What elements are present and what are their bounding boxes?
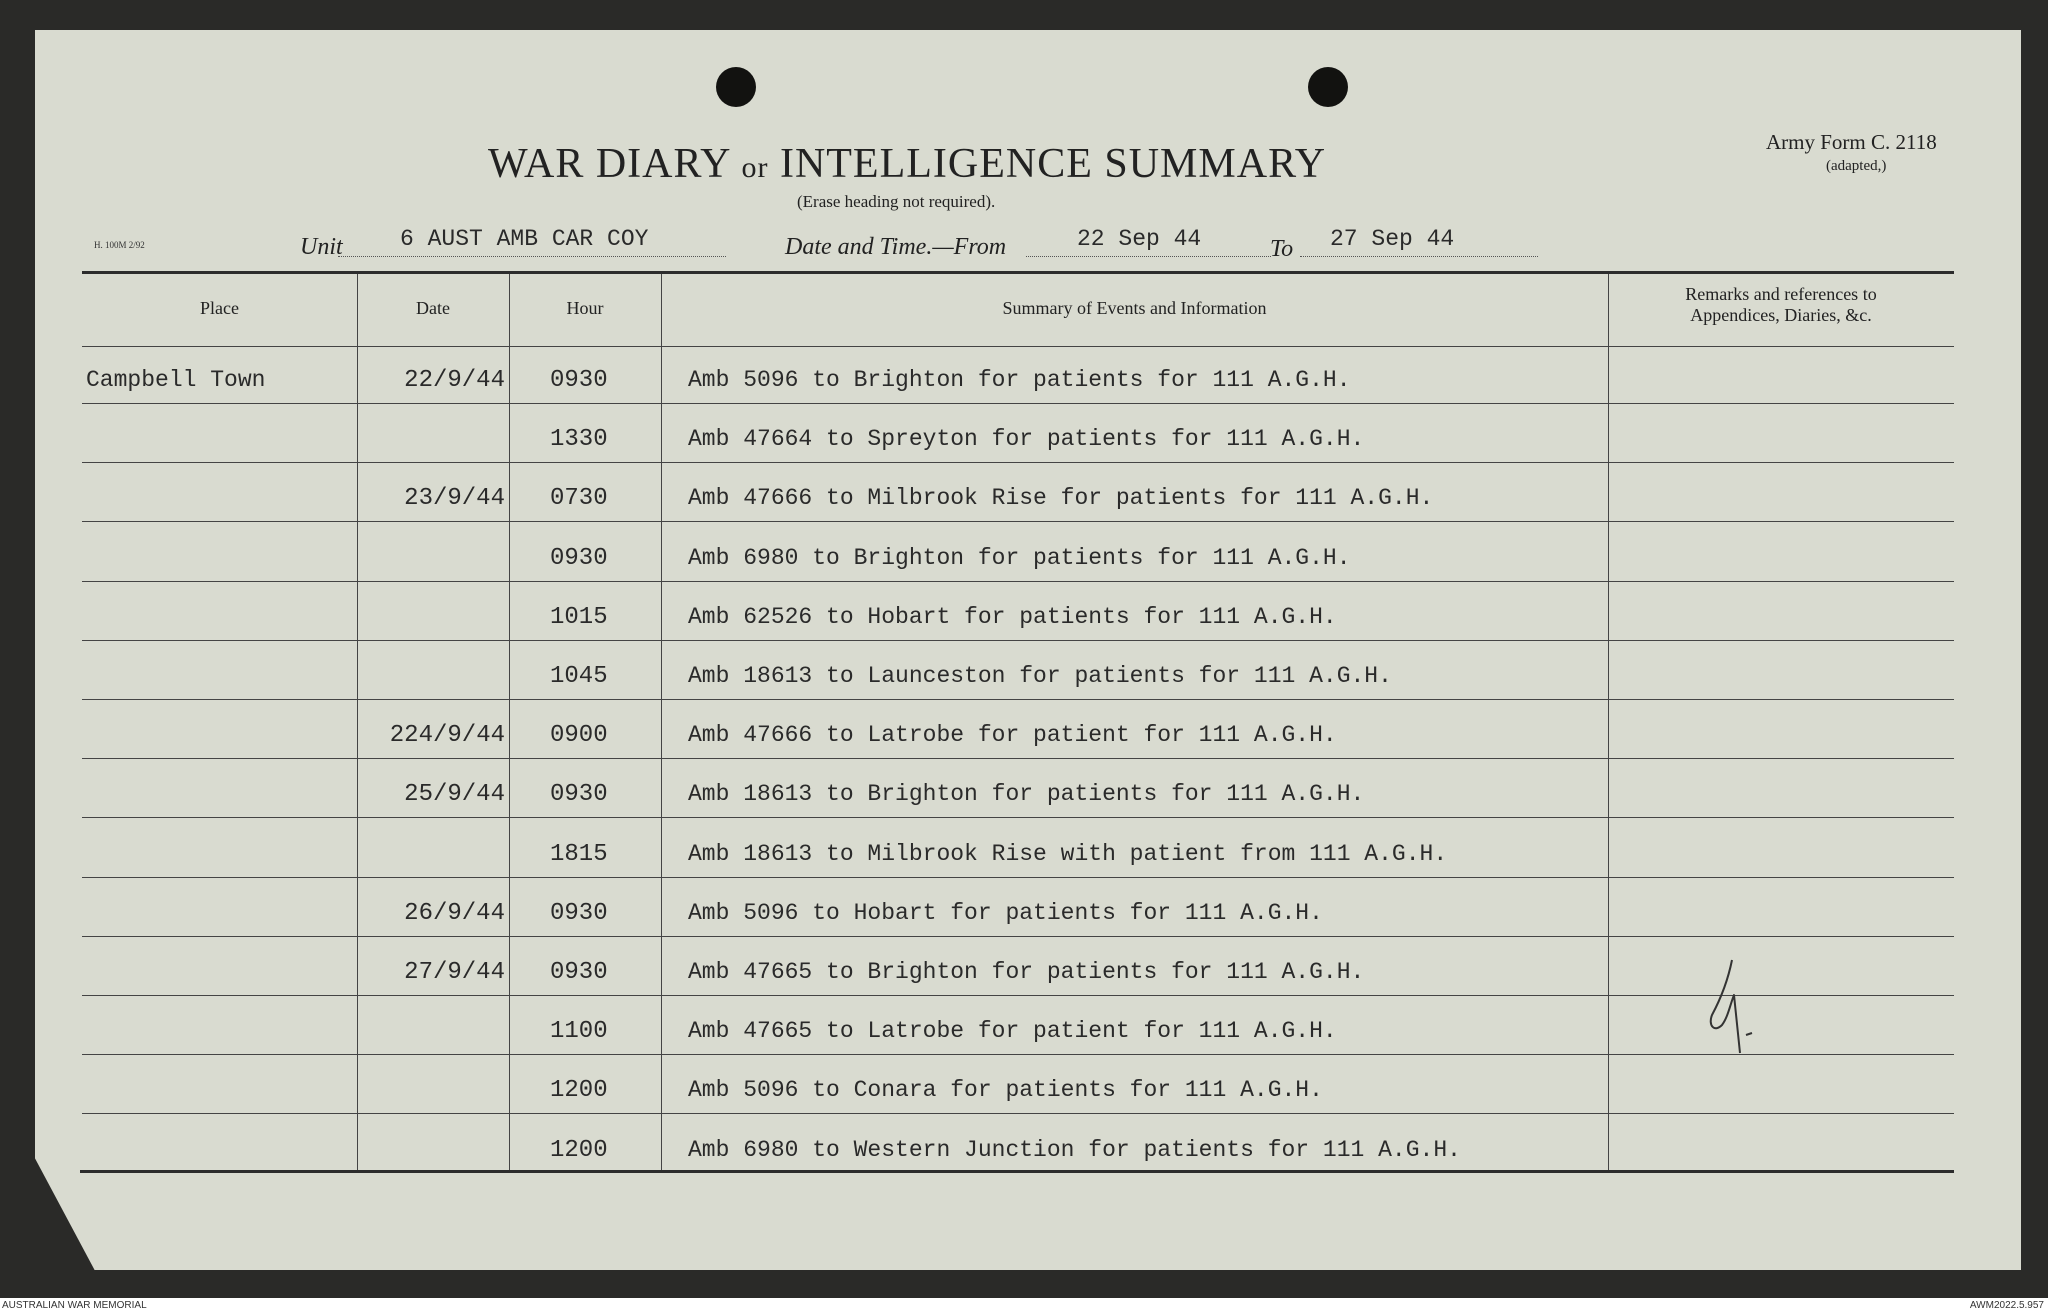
table-cell-hour: 0930 (550, 367, 608, 394)
table-cell-summary: Amb 47666 to Latrobe for patient for 111 A.G.H. (688, 722, 1337, 748)
table-bottom-rule (80, 1170, 1954, 1173)
column-divider-hour (661, 274, 662, 1170)
page-title (488, 140, 1358, 188)
remarks-header-line1: Remarks and references to (1685, 284, 1877, 304)
date-time-label: Date and Time.—From (785, 234, 1007, 260)
archive-credit: AUSTRALIAN WAR MEMORIAL (2, 1300, 147, 1311)
remarks-header-line2: Appendices, Diaries, &c. (1690, 305, 1872, 325)
row-rule (82, 1054, 1954, 1055)
unit-label: Unit (300, 234, 343, 260)
table-cell-date: 23/9/44 (404, 485, 505, 512)
table-cell-hour: 1045 (550, 663, 608, 690)
column-divider-place (357, 274, 358, 1170)
table-cell-hour: 1330 (550, 426, 608, 453)
table-cell-summary: Amb 47664 to Spreyton for patients for 111 A.G.H. (688, 426, 1365, 452)
table-top-rule (82, 271, 1954, 274)
row-rule (82, 462, 1954, 463)
title-war-diary: WAR DIARY (488, 141, 730, 187)
archive-reference: AWM2022.5.957 (1969, 1300, 2044, 1311)
page-subtitle: (Erase heading not required). (797, 192, 996, 211)
table-cell-date: 224/9/44 (389, 722, 505, 749)
table-cell-hour: 1015 (550, 604, 608, 631)
unit-value: 6 AUST AMB CAR COY (400, 226, 649, 252)
row-rule (82, 403, 1954, 404)
title-or: or (741, 151, 769, 184)
table-cell-hour: 0730 (550, 485, 608, 512)
table-cell-date: 26/9/44 (404, 900, 505, 927)
table-cell-summary: Amb 47665 to Brighton for patients for 111 A.G.H. (688, 959, 1365, 985)
table-cell-date: 25/9/44 (404, 781, 505, 808)
row-rule (82, 640, 1954, 641)
table-cell-summary: Amb 5096 to Conara for patients for 111 A.G.H. (688, 1077, 1323, 1103)
column-divider-summary (1608, 274, 1609, 1170)
table-cell-hour: 0930 (550, 545, 608, 572)
form-adapted-note: (adapted,) (1826, 158, 1887, 174)
table-cell-summary: Amb 18613 to Brighton for patients for 111 A.G.H. (688, 781, 1365, 807)
table-cell-summary: Amb 62526 to Hobart for patients for 111 A.G.H. (688, 604, 1337, 630)
row-rule (82, 699, 1954, 700)
table-cell-hour: 1815 (550, 841, 608, 868)
column-header-date: Date (416, 298, 450, 318)
table-cell-hour: 1100 (550, 1018, 608, 1045)
table-cell-summary: Amb 5096 to Hobart for patients for 111 A.G.H. (688, 900, 1323, 926)
punch-hole-left (716, 67, 756, 107)
form-number: Army Form C. 2118 (1766, 130, 1937, 154)
unit-dotted-line (338, 256, 726, 257)
print-code: H. 100M 2/92 (94, 240, 145, 250)
table-cell-summary: Amb 5096 to Brighton for patients for 111 A.G.H. (688, 367, 1351, 393)
signature-initials (1700, 955, 1780, 1055)
table-cell-place: Campbell Town (86, 367, 266, 393)
table-cell-summary: Amb 6980 to Western Junction for patients for 111 A.G.H. (688, 1137, 1461, 1163)
row-rule (82, 758, 1954, 759)
row-rule (82, 817, 1954, 818)
table-cell-summary: Amb 6980 to Brighton for patients for 111 A.G.H. (688, 545, 1351, 571)
row-rule (82, 521, 1954, 522)
from-dotted-line (1026, 256, 1271, 257)
row-rule (82, 995, 1954, 996)
header-bottom-line (82, 346, 1954, 347)
row-rule (82, 1113, 1954, 1114)
column-header-place: Place (200, 298, 239, 318)
column-header-remarks (1608, 284, 1954, 326)
table-cell-hour: 1200 (550, 1077, 608, 1104)
table-cell-date: 27/9/44 (404, 959, 505, 986)
table-cell-hour: 0930 (550, 959, 608, 986)
table-cell-summary: Amb 47665 to Latrobe for patient for 111 A.G.H. (688, 1018, 1337, 1044)
title-intelligence-summary: INTELLIGENCE SUMMARY (779, 141, 1327, 187)
table-cell-summary: Amb 18613 to Milbrook Rise with patient from 111 A.G.H. (688, 841, 1448, 867)
table-cell-hour: 0900 (550, 722, 608, 749)
to-dotted-line (1300, 256, 1538, 257)
table-cell-summary: Amb 47666 to Milbrook Rise for patients for 111 A.G.H. (688, 485, 1434, 511)
to-date-value: 27 Sep 44 (1330, 226, 1455, 252)
row-rule (82, 581, 1954, 582)
table-cell-date: 22/9/44 (404, 367, 505, 394)
punch-hole-right (1308, 67, 1348, 107)
table-cell-hour: 0930 (550, 781, 608, 808)
table-cell-summary: Amb 18613 to Launceston for patients for 111 A.G.H. (688, 663, 1392, 689)
to-label: To (1270, 236, 1294, 262)
row-rule (82, 877, 1954, 878)
from-date-value: 22 Sep 44 (1077, 226, 1202, 252)
column-divider-date (509, 274, 510, 1170)
table-cell-hour: 0930 (550, 900, 608, 927)
table-cell-hour: 1200 (550, 1137, 608, 1164)
column-header-summary: Summary of Events and Information (1002, 298, 1267, 318)
column-header-hour: Hour (566, 298, 604, 318)
row-rule (82, 936, 1954, 937)
